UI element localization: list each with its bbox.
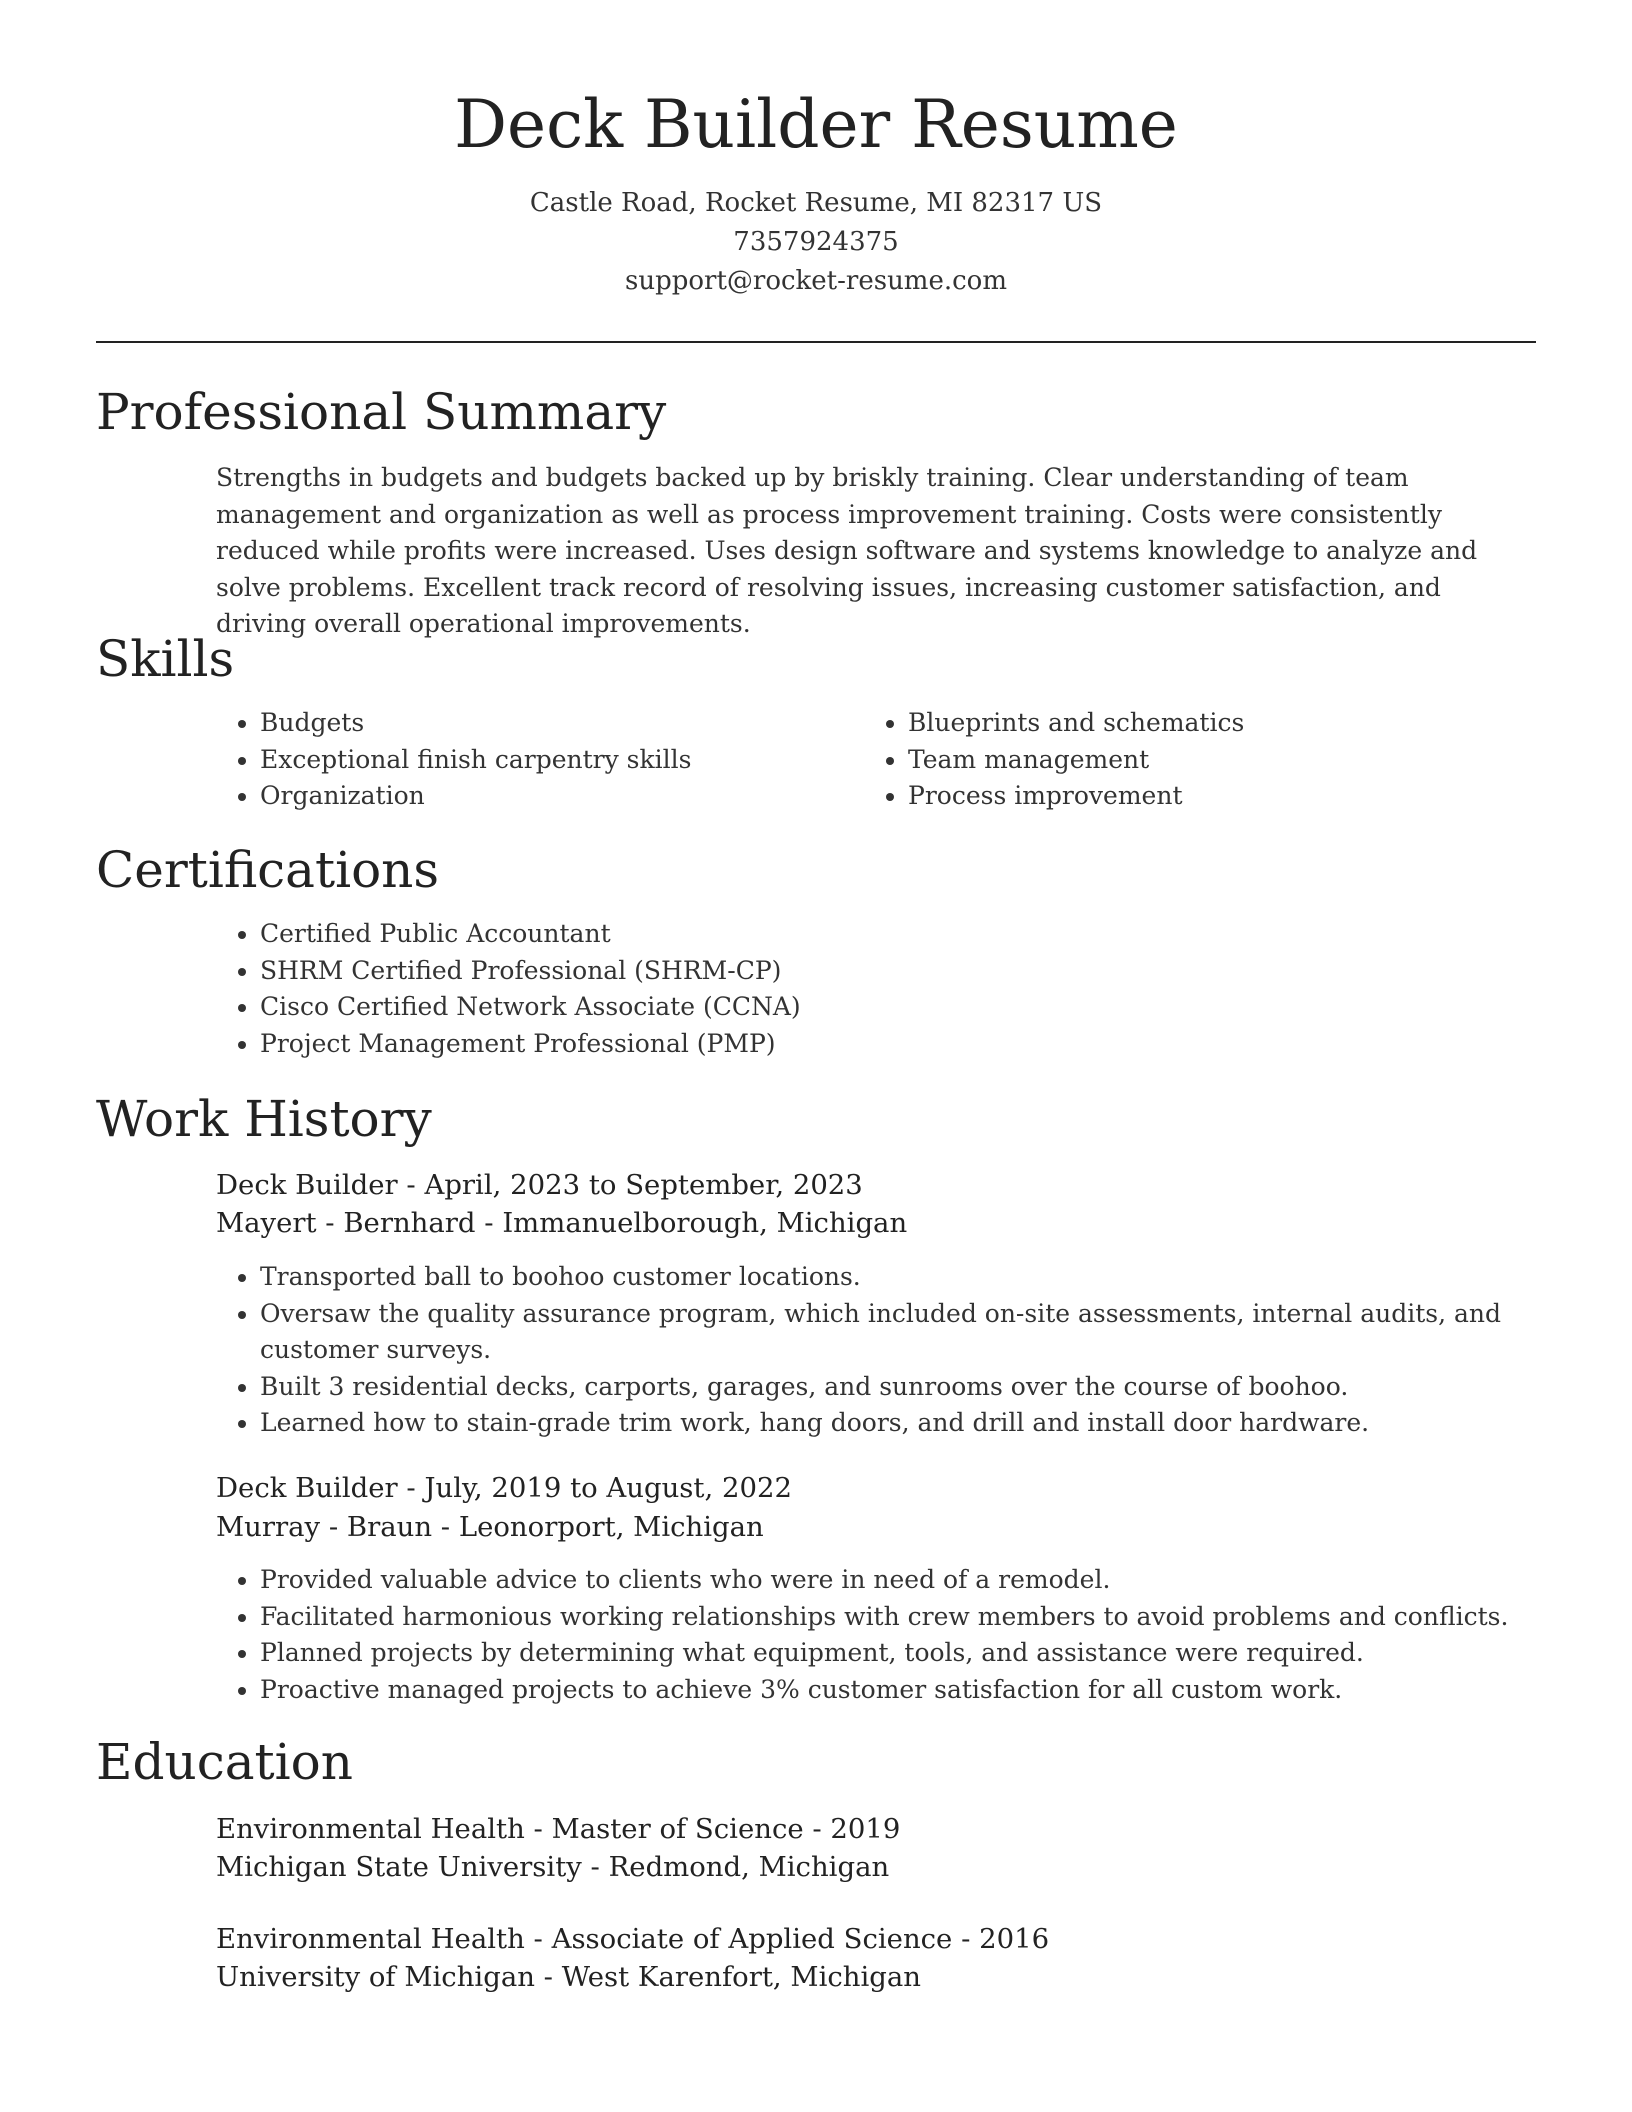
resume-title: Deck Builder Resume bbox=[454, 86, 1178, 163]
job-bullet: • Facilitated harmonious working relationships with crew members to avoid problems and conflicts. bbox=[260, 1599, 1580, 1636]
education-heading: Education bbox=[96, 1733, 353, 1791]
certification-item: • Certified Public Accountant bbox=[260, 916, 1536, 953]
skills-list-right bbox=[864, 705, 1508, 815]
resume-header bbox=[0, 80, 1632, 301]
certifications-list bbox=[216, 916, 1536, 1062]
certification-item: • Project Management Professional (PMP) bbox=[260, 1026, 1536, 1063]
job-dates: July, 2019 to August, 2022 bbox=[424, 1472, 792, 1504]
job-dates: April, 2023 to September, 2023 bbox=[424, 1169, 863, 1201]
job-company-line: Mayert - Bernhard - Immanuelborough, Michigan bbox=[216, 1207, 908, 1239]
education-location: West Karenfort, Michigan bbox=[561, 1961, 921, 1993]
job-location: Leonorport, Michigan bbox=[458, 1511, 764, 1543]
education-school-line: Michigan State University - Redmond, Michigan bbox=[216, 1851, 890, 1883]
work-history-heading: Work History bbox=[96, 1090, 432, 1148]
job-bullet: • Learned how to stain-grade trim work, hang doors, and drill and install door hardware. bbox=[260, 1405, 1580, 1442]
education-degree-line: Environmental Health - Master of Science - 2019 bbox=[216, 1813, 901, 1845]
education-school: University of Michigan bbox=[216, 1961, 535, 1993]
skills-heading: Skills bbox=[96, 630, 235, 688]
job-bullet: • Built 3 residential decks, carports, garages, and sunrooms over the course of boohoo. bbox=[260, 1369, 1580, 1406]
summary-text: Strengths in budgets and budgets backed up by briskly training. Clear understanding of team management and organization as well as process improvement training. Costs were consistently reduced while profits were increased. Uses design software and systems knowledge to analyze and solve problems. Excellent track record of resolving issues, increasing customer satisfaction, and driving overall operational improvements. bbox=[216, 463, 1478, 638]
skill-item: • Process improvement bbox=[908, 778, 1508, 815]
job-bullet: • Provided valuable advice to clients who were in need of a remodel. bbox=[260, 1562, 1580, 1599]
job-bullet: • Transported ball to boohoo customer locations. bbox=[260, 1259, 1580, 1296]
job-company: Murray - Braun bbox=[216, 1511, 433, 1543]
education-year: 2016 bbox=[979, 1923, 1050, 1955]
job-location: Immanuelborough, Michigan bbox=[502, 1207, 908, 1239]
education-year: 2019 bbox=[830, 1813, 901, 1845]
education-field: Environmental Health bbox=[216, 1813, 525, 1845]
skill-item: • Budgets bbox=[260, 705, 860, 742]
skill-item: • Blueprints and schematics bbox=[908, 705, 1508, 742]
certification-item: • SHRM Certified Professional (SHRM-CP) bbox=[260, 953, 1536, 990]
education-degree: Master of Science bbox=[551, 1813, 804, 1845]
skill-item: • Exceptional finish carpentry skills bbox=[260, 742, 860, 779]
education-school: Michigan State University bbox=[216, 1851, 582, 1883]
education-school-line: University of Michigan - West Karenfort, Michigan bbox=[216, 1961, 921, 1993]
education-field: Environmental Health bbox=[216, 1923, 525, 1955]
job-role: Deck Builder bbox=[216, 1169, 398, 1201]
job-role: Deck Builder bbox=[216, 1472, 398, 1504]
education-degree: Associate of Applied Science bbox=[551, 1923, 953, 1955]
job-title-line: Deck Builder - April, 2023 to September, 2023 bbox=[216, 1169, 863, 1201]
education-degree-line: Environmental Health - Associate of Applied Science - 2016 bbox=[216, 1923, 1050, 1955]
job-bullet: • Planned projects by determining what equipment, tools, and assistance were required. bbox=[260, 1635, 1580, 1672]
job-bullets bbox=[216, 1259, 1580, 1442]
certification-item: • Cisco Certified Network Associate (CCNA) bbox=[260, 989, 1536, 1026]
job-company: Mayert - Bernhard bbox=[216, 1207, 476, 1239]
contact-email: support@rocket-resume.com bbox=[624, 266, 1007, 296]
education-location: Redmond, Michigan bbox=[608, 1851, 890, 1883]
job-bullet: • Proactive managed projects to achieve 3% customer satisfaction for all custom work. bbox=[260, 1672, 1580, 1709]
skills-list-left bbox=[216, 705, 860, 815]
contact-phone: 7357924375 bbox=[733, 227, 899, 257]
contact-block bbox=[0, 184, 1632, 301]
contact-address: Castle Road, Rocket Resume, MI 82317 US bbox=[529, 188, 1103, 218]
certifications-heading: Certifications bbox=[96, 841, 440, 899]
summary-heading: Professional Summary bbox=[96, 383, 667, 441]
job-company-line: Murray - Braun - Leonorport, Michigan bbox=[216, 1511, 764, 1543]
skill-item: • Team management bbox=[908, 742, 1508, 779]
job-bullet: • Oversaw the quality assurance program, which included on-site assessments, internal audits, and customer surveys. bbox=[260, 1296, 1580, 1369]
header-divider bbox=[96, 341, 1536, 343]
skill-item: • Organization bbox=[260, 778, 860, 815]
job-bullets bbox=[216, 1562, 1580, 1708]
job-title-line: Deck Builder - July, 2019 to August, 2022 bbox=[216, 1472, 792, 1504]
